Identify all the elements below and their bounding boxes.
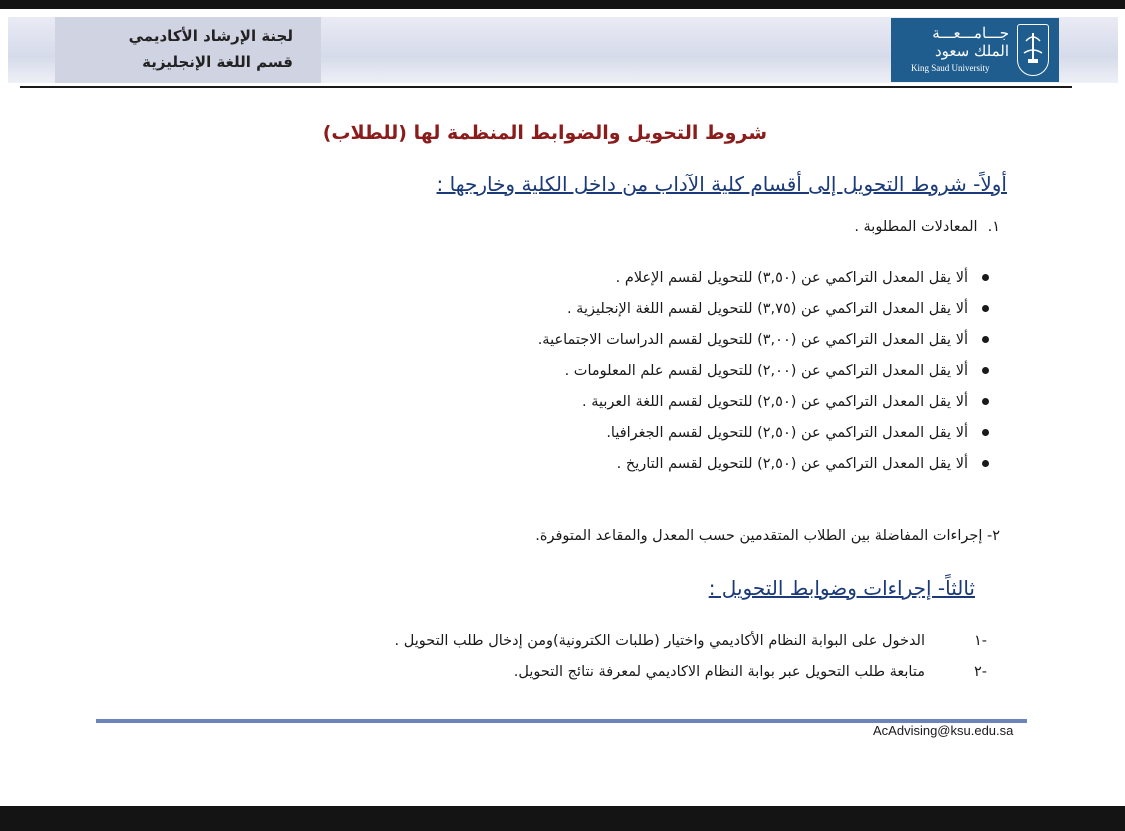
required-gpa-heading bbox=[854, 219, 1000, 235]
logo-arabic-line1: جـــامـــعـــة bbox=[932, 24, 1009, 42]
list-item bbox=[538, 262, 989, 293]
committee-name: لجنة الإرشاد الأكاديمي bbox=[128, 27, 293, 45]
transfer-steps-list bbox=[395, 630, 988, 692]
subheading-text: المعادلات المطلوبة . bbox=[854, 219, 978, 235]
list-item bbox=[538, 293, 989, 324]
list-item bbox=[538, 417, 989, 448]
section-3-heading: ثالثاً- إجراءات وضوابط التحويل : bbox=[708, 576, 975, 600]
list-item-text: ألا يقل المعدل التراكمي عن (٢,٥٠) للتحويل لقسم التاريخ . bbox=[616, 455, 968, 472]
bullet-icon bbox=[982, 460, 989, 467]
step-number: -٢ bbox=[973, 664, 987, 680]
ksu-logo bbox=[891, 18, 1059, 82]
header-committee-box bbox=[55, 17, 321, 83]
list-item-text: ألا يقل المعدل التراكمي عن (٣,٧٥) للتحويل لقسم اللغة الإنجليزية . bbox=[566, 300, 968, 317]
bullet-icon bbox=[982, 305, 989, 312]
list-item bbox=[538, 386, 989, 417]
step-text: متابعة طلب التحويل عبر بوابة النظام الاكاديمي لمعرفة نتائج التحويل. bbox=[513, 664, 925, 680]
list-item-text: ألا يقل المعدل التراكمي عن (٣,٥٠) للتحويل لقسم الإعلام . bbox=[615, 269, 968, 286]
step-text: الدخول على البوابة النظام الأكاديمي واختيار (طلبات الكترونية)ومن إدخال طلب التحويل . bbox=[394, 633, 925, 649]
bullet-icon bbox=[982, 367, 989, 374]
step-number: -١ bbox=[973, 633, 987, 649]
document-title: شروط التحويل والضوابط المنظمة لها (للطلاب) bbox=[322, 122, 767, 144]
subheading-number: ١. bbox=[987, 219, 1000, 235]
list-item bbox=[395, 661, 988, 692]
list-item-text: ألا يقل المعدل التراكمي عن (٣,٠٠) للتحويل لقسم الدراسات الاجتماعية. bbox=[537, 331, 968, 348]
bottom-border bbox=[0, 806, 1125, 831]
logo-english: King Saud University bbox=[911, 63, 990, 73]
bullet-icon bbox=[982, 429, 989, 436]
contact-email: AcAdvising@ksu.edu.sa bbox=[873, 723, 1014, 738]
list-item-text: ألا يقل المعدل التراكمي عن (٢,٠٠) للتحويل لقسم علم المعلومات . bbox=[564, 362, 968, 379]
logo-arabic-line2: الملك سعود bbox=[934, 42, 1009, 60]
header-divider bbox=[20, 86, 1072, 88]
selection-procedure: ٢- إجراءات المفاضلة بين الطلاب المتقدمين حسب المعدل والمقاعد المتوفرة. bbox=[535, 528, 1000, 544]
list-item bbox=[395, 630, 988, 661]
section-1-heading: أولاً- شروط التحويل إلى أقسام كلية الآداب من داخل الكلية وخارجها : bbox=[436, 172, 1007, 196]
list-item bbox=[538, 355, 989, 386]
top-border bbox=[0, 0, 1125, 9]
ksu-emblem-icon bbox=[1017, 24, 1049, 76]
list-item bbox=[538, 324, 989, 355]
list-item bbox=[538, 448, 989, 479]
gpa-requirements-list bbox=[538, 262, 989, 479]
list-item-text: ألا يقل المعدل التراكمي عن (٢,٥٠) للتحويل لقسم الجغرافيا. bbox=[606, 424, 968, 441]
bullet-icon bbox=[982, 336, 989, 343]
bullet-icon bbox=[982, 398, 989, 405]
list-item-text: ألا يقل المعدل التراكمي عن (٢,٥٠) للتحويل لقسم اللغة العربية . bbox=[582, 393, 968, 410]
department-name: قسم اللغة الإنجليزية bbox=[142, 53, 293, 71]
bullet-icon bbox=[982, 274, 989, 281]
